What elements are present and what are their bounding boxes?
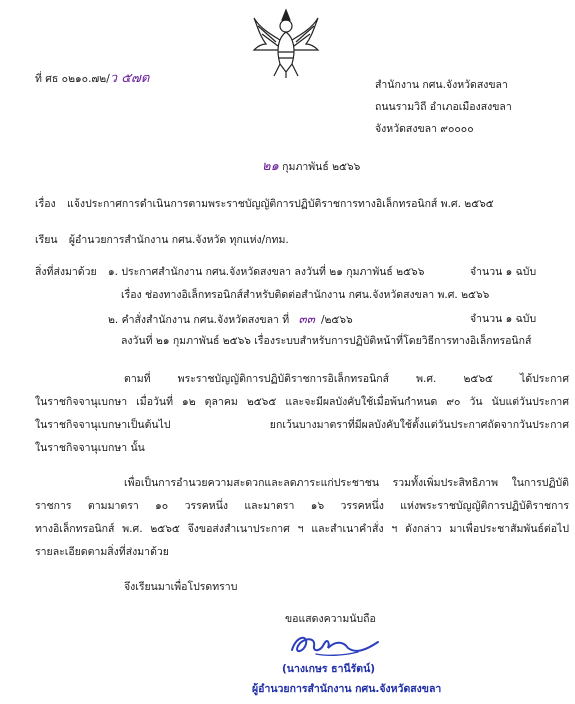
recipient-text: ผู้อำนวยการสำนักงาน กศน.จังหวัด ทุกแห่ง/กทม.: [68, 234, 289, 246]
enclosure-item-2-line1: [108, 312, 353, 327]
paragraph-1: [35, 372, 569, 386]
date-month-year: กุมภาพันธ์ ๒๕๖๖: [278, 161, 361, 173]
enclosure-item-2-year: /๒๕๖๖: [320, 314, 353, 326]
enclosure-item-1-line2: เรื่อง ช่องทางอิเล็กทรอนิกส์สำหรับติดต่อสำนักงาน กศน.จังหวัดสงขลา พ.ศ. ๒๕๖๖: [121, 289, 490, 301]
enclosure-item-2-text: ๒. คำสั่งสำนักงาน กศน.จังหวัดสงขลา ที่: [108, 314, 290, 326]
reference-prefix: ที่ ศธ ๐๒๑๐.๗๒/: [35, 73, 110, 85]
signer-title: ผู้อำนวยการสำนักงาน กศน.จังหวัดสงขลา: [252, 683, 442, 695]
subject: [35, 197, 494, 211]
paragraph-2-line-3: ทางอิเล็กทรอนิกส์ พ.ศ. ๒๕๖๕ จึงขอส่งสำเนาประกาศ ฯ และสำเนาคำสั่ง ฯ ดังกล่าว มาเพื่อประชาสัมพันธ์ต่อไป: [35, 523, 569, 535]
letter-date: [262, 160, 360, 174]
handwritten-signature: [286, 628, 386, 660]
signer-name: (นางเกษร ธานีรัตน์): [282, 663, 376, 675]
closing-line: จึงเรียนมาเพื่อโปรดทราบ: [124, 581, 238, 593]
date-day-handwritten: ๒๑: [262, 159, 279, 174]
address-line-province: จังหวัดสงขลา ๙๐๐๐๐: [375, 123, 474, 135]
enclosure-item-1-line1: ๑. ประกาศสำนักงาน กศน.จังหวัดสงขลา ลงวันที่ ๒๑ กุมภาพันธ์ ๒๕๖๖: [108, 266, 425, 278]
paragraph-1-line-3: ในราชกิจจานุเบกษาเป็นต้นไป ยกเว้นบางมาตราที่มีผลบังคับใช้ตั้งแต่วันประกาศถัดจากวันประกาศ: [35, 419, 569, 431]
address-line-road: ถนนรามวิถี อำเภอเมืองสงขลา: [375, 101, 512, 113]
address-line-office: สำนักงาน กศน.จังหวัดสงขลา: [375, 79, 508, 91]
recipient: [35, 233, 289, 247]
enclosure-item-2-qty: จำนวน ๑ ฉบับ: [470, 313, 537, 325]
enclosure-item-2-handwritten-no: ๓๓: [298, 312, 315, 326]
paragraph-2-line-4: รายละเอียดตามสิ่งที่ส่งมาด้วย: [35, 546, 169, 558]
subject-label: เรื่อง: [35, 198, 56, 210]
reference-number: [35, 72, 149, 86]
enclosure-item-2-line2: ลงวันที่ ๒๑ กุมภาพันธ์ ๒๕๖๖ เรื่องระบบสำหรับการปฏิบัติหน้าที่โดยวิธีการทางอิเล็กทรอนิกส์: [121, 335, 532, 347]
paragraph-2-line-2: ราชการ ตามมาตรา ๑๐ วรรคหนึ่ง และมาตรา ๑๖ วรรคหนึ่ง แห่งพระราชบัญญัติการปฏิบัติราชการ: [35, 500, 569, 512]
paragraph-1-line-4: ในราชกิจจานุเบกษา นั้น: [35, 442, 145, 454]
recipient-label: เรียน: [35, 234, 58, 246]
garuda-emblem: [250, 6, 322, 80]
paragraph-1-line-1: ตามที่ พระราชบัญญัติการปฏิบัติราชการอิเล็กทรอนิกส์ พ.ศ. ๒๕๖๕ ได้ประกาศ: [124, 373, 569, 385]
paragraph-1-line-2: ในราชกิจจานุเบกษา เมื่อวันที่ ๑๒ ตุลาคม ๒๕๖๕ และจะมีผลบังคับใช้เมื่อพ้นกำหนด ๙๐ วัน นับแต่วันประกาศ: [35, 396, 569, 408]
sender-address: [375, 74, 512, 140]
reference-handwritten: ว ๕๗ต: [109, 71, 150, 86]
regards-line: ขอแสดงความนับถือ: [285, 613, 376, 625]
subject-text: แจ้งประกาศการดำเนินการตามพระราชบัญญัติการปฏิบัติราชการทางอิเล็กทรอนิกส์ พ.ศ. ๒๕๖๕: [67, 198, 494, 210]
enclosure-item-1-qty: จำนวน ๑ ฉบับ: [470, 266, 537, 278]
enclosures-label: สิ่งที่ส่งมาด้วย: [35, 266, 97, 278]
paragraph-2-line-1: เพื่อเป็นการอำนวยความสะดวกและลดภาระแก่ประชาชน รวมทั้งเพิ่มประสิทธิภาพ ในการปฏิบัติ: [124, 477, 569, 489]
